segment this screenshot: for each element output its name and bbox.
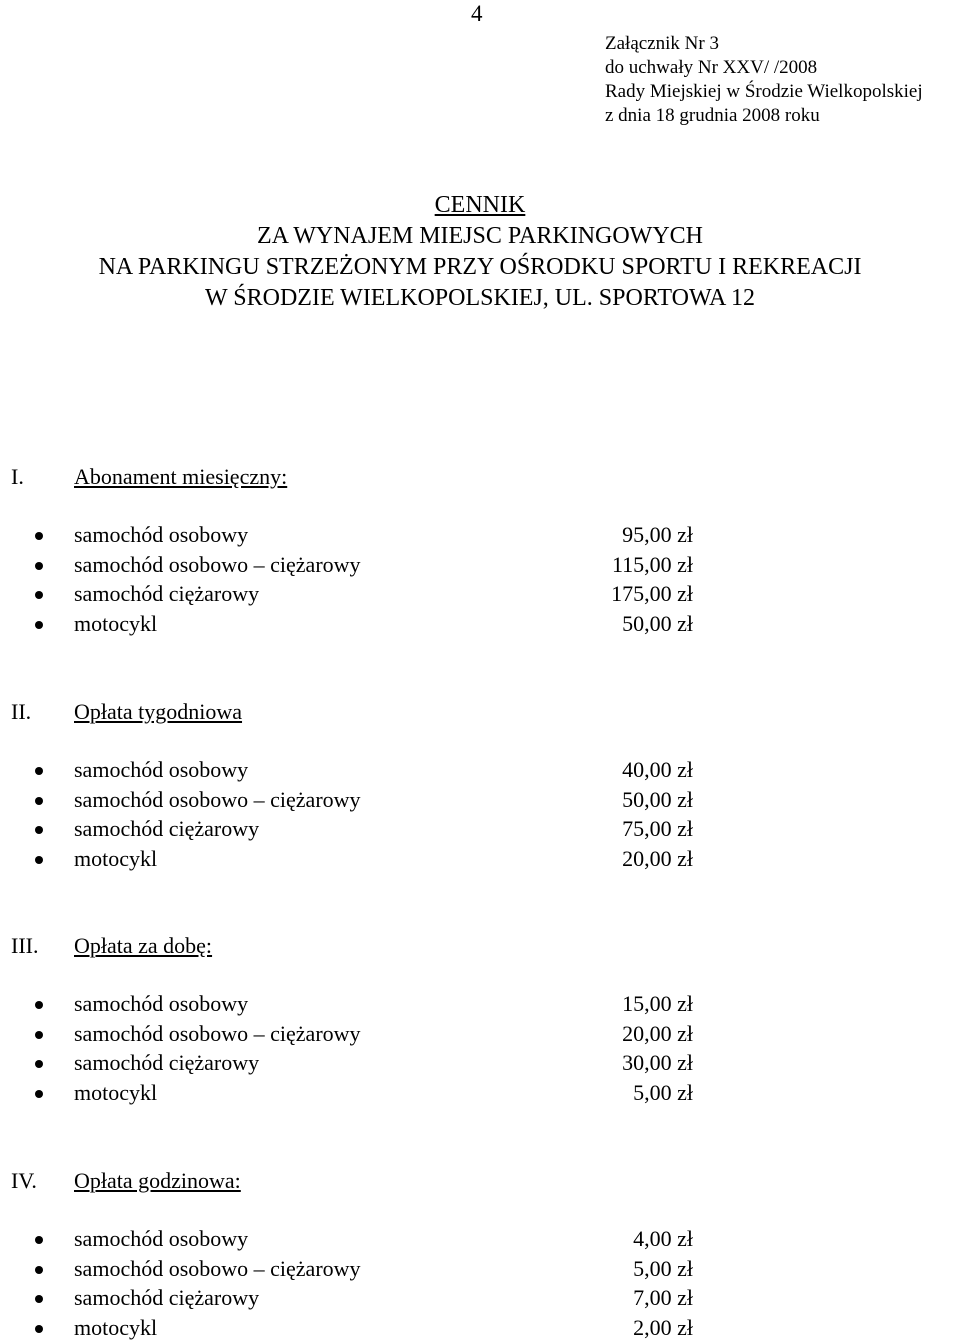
bullet-icon — [35, 1090, 43, 1098]
price-value: 50,00 zł — [622, 611, 693, 637]
bullet-icon — [35, 1236, 43, 1244]
title-line: NA PARKINGU STRZEŻONYM PRZY OŚRODKU SPORTU I REKREACJI — [0, 252, 960, 283]
section-hourly — [0, 1168, 960, 1200]
bullet-icon — [35, 826, 43, 834]
section-heading — [0, 933, 960, 965]
section-title: Opłata godzinowa: — [74, 1168, 241, 1194]
price-value: 5,00 zł — [633, 1256, 693, 1282]
price-list — [0, 991, 960, 1109]
price-item — [0, 1080, 960, 1110]
section-heading — [0, 1168, 960, 1200]
price-value: 20,00 zł — [622, 846, 693, 872]
page-number: 4 — [471, 0, 483, 28]
vehicle-label: samochód osobowy — [74, 522, 248, 548]
price-item — [0, 787, 960, 817]
section-heading — [0, 464, 960, 496]
bullet-icon — [35, 591, 43, 599]
price-value: 95,00 zł — [622, 522, 693, 548]
price-item — [0, 611, 960, 641]
price-value: 115,00 zł — [612, 552, 693, 578]
bullet-icon — [35, 1001, 43, 1009]
price-item — [0, 846, 960, 876]
price-item — [0, 581, 960, 611]
price-value: 7,00 zł — [633, 1285, 693, 1311]
vehicle-label: motocykl — [74, 846, 157, 872]
section-number: II. — [11, 699, 31, 725]
section-title: Abonament miesięczny: — [74, 464, 287, 490]
price-value: 30,00 zł — [622, 1050, 693, 1076]
bullet-icon — [35, 1266, 43, 1274]
section-number: I. — [11, 464, 24, 490]
price-item — [0, 1256, 960, 1286]
vehicle-label: motocykl — [74, 1315, 157, 1341]
section-title: Opłata tygodniowa — [74, 699, 242, 725]
annex-header — [605, 32, 923, 128]
bullet-icon — [35, 1295, 43, 1303]
vehicle-label: samochód osobowy — [74, 757, 248, 783]
price-value: 5,00 zł — [633, 1080, 693, 1106]
price-list — [0, 757, 960, 875]
price-value: 15,00 zł — [622, 991, 693, 1017]
vehicle-label: samochód osobowo – ciężarowy — [74, 552, 361, 578]
section-monthly — [0, 464, 960, 496]
bullet-icon — [35, 767, 43, 775]
document-title — [0, 190, 960, 314]
section-number: IV. — [11, 1168, 37, 1194]
price-item — [0, 1050, 960, 1080]
annex-line: Załącznik Nr 3 — [605, 32, 923, 56]
price-item — [0, 1315, 960, 1344]
section-weekly — [0, 699, 960, 731]
bullet-icon — [35, 1060, 43, 1068]
vehicle-label: samochód osobowo – ciężarowy — [74, 1256, 361, 1282]
bullet-icon — [35, 797, 43, 805]
title-line: W ŚRODZIE WIELKOPOLSKIEJ, UL. SPORTOWA 12 — [0, 283, 960, 314]
price-value: 50,00 zł — [622, 787, 693, 813]
bullet-icon — [35, 562, 43, 570]
bullet-icon — [35, 1325, 43, 1333]
vehicle-label: samochód osobowo – ciężarowy — [74, 1021, 361, 1047]
title-line: ZA WYNAJEM MIEJSC PARKINGOWYCH — [0, 221, 960, 252]
bullet-icon — [35, 856, 43, 864]
vehicle-label: samochód ciężarowy — [74, 1050, 259, 1076]
vehicle-label: samochód ciężarowy — [74, 1285, 259, 1311]
section-title: Opłata za dobę: — [74, 933, 212, 959]
price-value: 175,00 zł — [611, 581, 693, 607]
price-value: 20,00 zł — [622, 1021, 693, 1047]
price-item — [0, 1021, 960, 1051]
price-item — [0, 757, 960, 787]
vehicle-label: samochód ciężarowy — [74, 581, 259, 607]
vehicle-label: samochód osobowy — [74, 1226, 248, 1252]
price-value: 4,00 zł — [633, 1226, 693, 1252]
vehicle-label: motocykl — [74, 1080, 157, 1106]
price-value: 75,00 zł — [622, 816, 693, 842]
annex-line: z dnia 18 grudnia 2008 roku — [605, 104, 923, 128]
section-daily — [0, 933, 960, 965]
annex-line: Rady Miejskiej w Środzie Wielkopolskiej — [605, 80, 923, 104]
price-value: 2,00 zł — [633, 1315, 693, 1341]
price-value: 40,00 zł — [622, 757, 693, 783]
price-item — [0, 991, 960, 1021]
price-item — [0, 816, 960, 846]
bullet-icon — [35, 532, 43, 540]
title-main: CENNIK — [0, 190, 960, 221]
price-item — [0, 1226, 960, 1256]
price-item — [0, 522, 960, 552]
vehicle-label: samochód osobowy — [74, 991, 248, 1017]
price-list — [0, 1226, 960, 1344]
section-number: III. — [11, 933, 38, 959]
vehicle-label: samochód ciężarowy — [74, 816, 259, 842]
price-item — [0, 552, 960, 582]
vehicle-label: motocykl — [74, 611, 157, 637]
price-list — [0, 522, 960, 640]
section-heading — [0, 699, 960, 731]
bullet-icon — [35, 1031, 43, 1039]
annex-line: do uchwały Nr XXV/ /2008 — [605, 56, 923, 80]
price-item — [0, 1285, 960, 1315]
vehicle-label: samochód osobowo – ciężarowy — [74, 787, 361, 813]
bullet-icon — [35, 621, 43, 629]
